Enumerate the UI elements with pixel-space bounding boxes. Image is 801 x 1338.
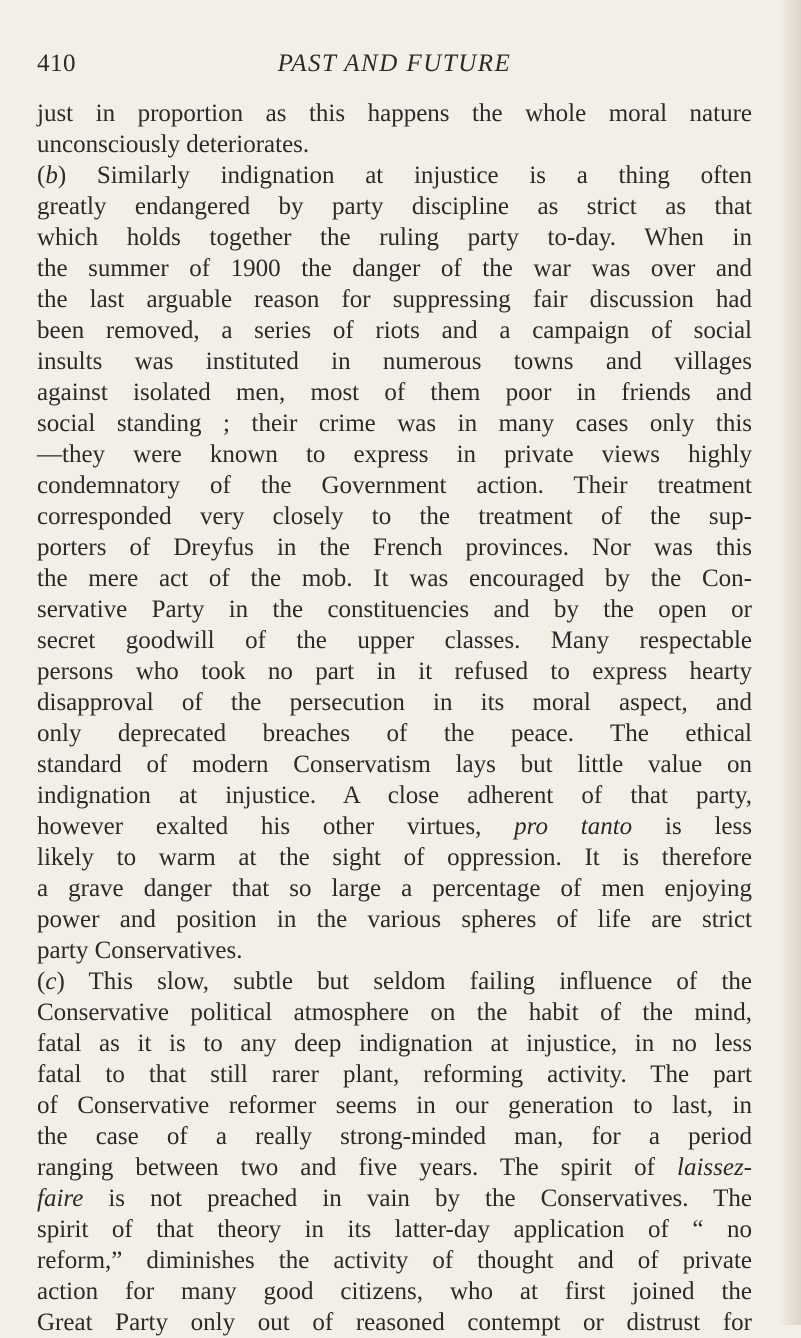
text-line: fatal to that still rarer plant, reforming activity. The part (37, 1061, 752, 1088)
text-line: the mere act of the mob. It was encouraged by the Con- (37, 565, 752, 592)
text-line: spirit of that theory in its latter-day application of “ no (37, 1216, 752, 1243)
page-number: 410 (37, 50, 76, 77)
text-line: reform,” diminishes the activity of thought and of private (37, 1247, 752, 1274)
text-line: standard of modern Conservatism lays but little value on (37, 751, 752, 778)
text-line: of Conservative reformer seems in our generation to last, in (37, 1092, 752, 1119)
text-line: the summer of 1900 the danger of the war was over and (37, 255, 752, 282)
text-line: however exalted his other virtues, pro tanto is less (37, 813, 752, 840)
text-line: action for many good citizens, who at first joined the (37, 1278, 752, 1305)
text-line: Great Party only out of reasoned contempt or distrust for (37, 1309, 752, 1336)
text-line: fatal as it is to any deep indignation at injustice, in no less (37, 1030, 752, 1057)
text-line: (c) This slow, subtle but seldom failing influence of the (37, 968, 752, 995)
text-line: corresponded very closely to the treatment of the sup- (37, 503, 752, 530)
text-line: Conservative political atmosphere on the habit of the mind, (37, 999, 752, 1026)
text-line: likely to warm at the sight of oppression. It is therefore (37, 844, 752, 871)
text-line: only deprecated breaches of the peace. The ethical (37, 720, 752, 747)
text-line: insults was instituted in numerous towns and villages (37, 348, 752, 375)
text-line: disapproval of the persecution in its moral aspect, and (37, 689, 752, 716)
text-line: unconsciously deteriorates. (37, 131, 310, 158)
text-line: condemnatory of the Government action. Their treatment (37, 472, 752, 499)
text-line: secret goodwill of the upper classes. Many respectable (37, 627, 752, 654)
text-line: —they were known to express in private views highly (37, 441, 752, 468)
text-line: which holds together the ruling party to-day. When in (37, 224, 752, 251)
text-line: porters of Dreyfus in the French provinces. Nor was this (37, 534, 752, 561)
body-text (37, 98, 752, 1338)
text-line: persons who took no part in it refused to express hearty (37, 658, 752, 685)
text-line: greatly endangered by party discipline as strict as that (37, 193, 752, 220)
text-line: the last arguable reason for suppressing fair discussion had (37, 286, 752, 313)
text-line: servative Party in the constituencies and by the open or (37, 596, 752, 623)
running-head: PAST AND FUTURE (277, 50, 512, 77)
text-line: party Conservatives. (37, 937, 243, 964)
text-line: ranging between two and five years. The spirit of laissez- (37, 1154, 752, 1181)
page-edge-shadow (779, 0, 801, 1325)
text-line: been removed, a series of riots and a campaign of social (37, 317, 752, 344)
text-line: the case of a really strong-minded man, for a period (37, 1123, 752, 1150)
text-line: a grave danger that so large a percentage of men enjoying (37, 875, 752, 902)
page-header (37, 50, 752, 84)
text-line: (b) Similarly indignation at injustice is a thing often (37, 162, 752, 189)
text-line: indignation at injustice. A close adherent of that party, (37, 782, 752, 809)
text-line: social standing ; their crime was in many cases only this (37, 410, 752, 437)
text-line: faire is not preached in vain by the Conservatives. The (37, 1185, 752, 1212)
text-line: against isolated men, most of them poor in friends and (37, 379, 752, 406)
text-line: just in proportion as this happens the whole moral nature (37, 100, 752, 127)
text-line: power and position in the various spheres of life are strict (37, 906, 752, 933)
